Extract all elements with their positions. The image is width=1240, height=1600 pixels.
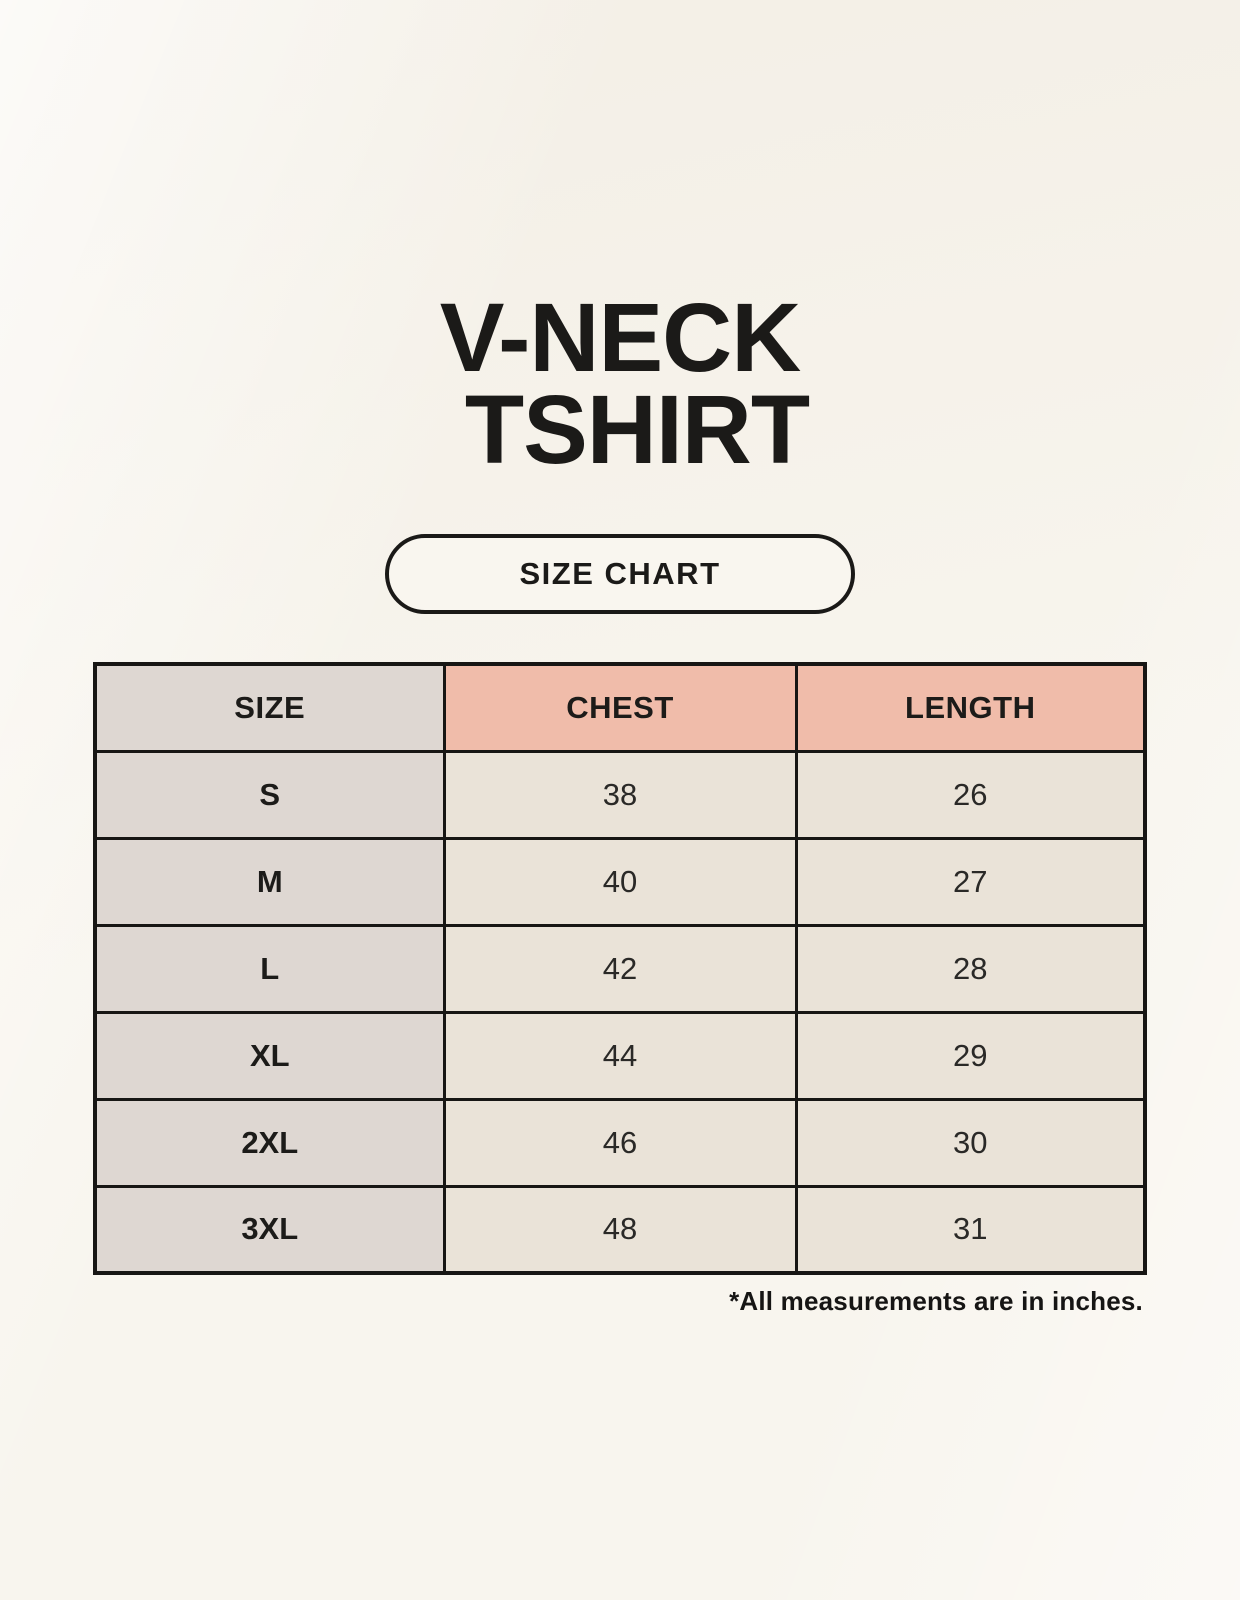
table-row-xl — [95, 1012, 1145, 1099]
page-title — [0, 0, 1240, 485]
col-header-chest: CHEST — [444, 664, 796, 751]
table-row-3xl — [95, 1186, 1145, 1273]
size-chart-badge[interactable] — [385, 534, 855, 614]
col-header-length: LENGTH — [796, 664, 1145, 751]
table-header-row — [95, 664, 1145, 751]
chest-cell: 38 — [444, 751, 796, 838]
length-cell: 28 — [796, 925, 1145, 1012]
col-header-size: SIZE — [95, 664, 444, 751]
table-row-m — [95, 838, 1145, 925]
badge-container — [0, 534, 1240, 614]
length-cell: 26 — [796, 751, 1145, 838]
page-title-line2: TSHIRT — [464, 375, 810, 485]
length-cell: 27 — [796, 838, 1145, 925]
chest-cell: 40 — [444, 838, 796, 925]
size-table-container — [93, 662, 1143, 1317]
size-cell: 3XL — [95, 1186, 444, 1273]
size-cell: L — [95, 925, 444, 1012]
size-table — [93, 662, 1147, 1275]
size-chart-badge-label: SIZE CHART — [519, 556, 721, 592]
length-cell: 29 — [796, 1012, 1145, 1099]
length-cell: 31 — [796, 1186, 1145, 1273]
size-cell: XL — [95, 1012, 444, 1099]
chest-cell: 46 — [444, 1099, 796, 1186]
chest-cell: 44 — [444, 1012, 796, 1099]
page-title-line1: V-NECK — [439, 283, 801, 392]
table-row-l — [95, 925, 1145, 1012]
chest-cell: 42 — [444, 925, 796, 1012]
size-cell: 2XL — [95, 1099, 444, 1186]
table-row-2xl — [95, 1099, 1145, 1186]
table-row-s — [95, 751, 1145, 838]
length-cell: 30 — [796, 1099, 1145, 1186]
size-cell: S — [95, 751, 444, 838]
size-cell: M — [95, 838, 444, 925]
measurements-footnote: *All measurements are in inches. — [729, 1286, 1143, 1316]
chest-cell: 48 — [444, 1186, 796, 1273]
